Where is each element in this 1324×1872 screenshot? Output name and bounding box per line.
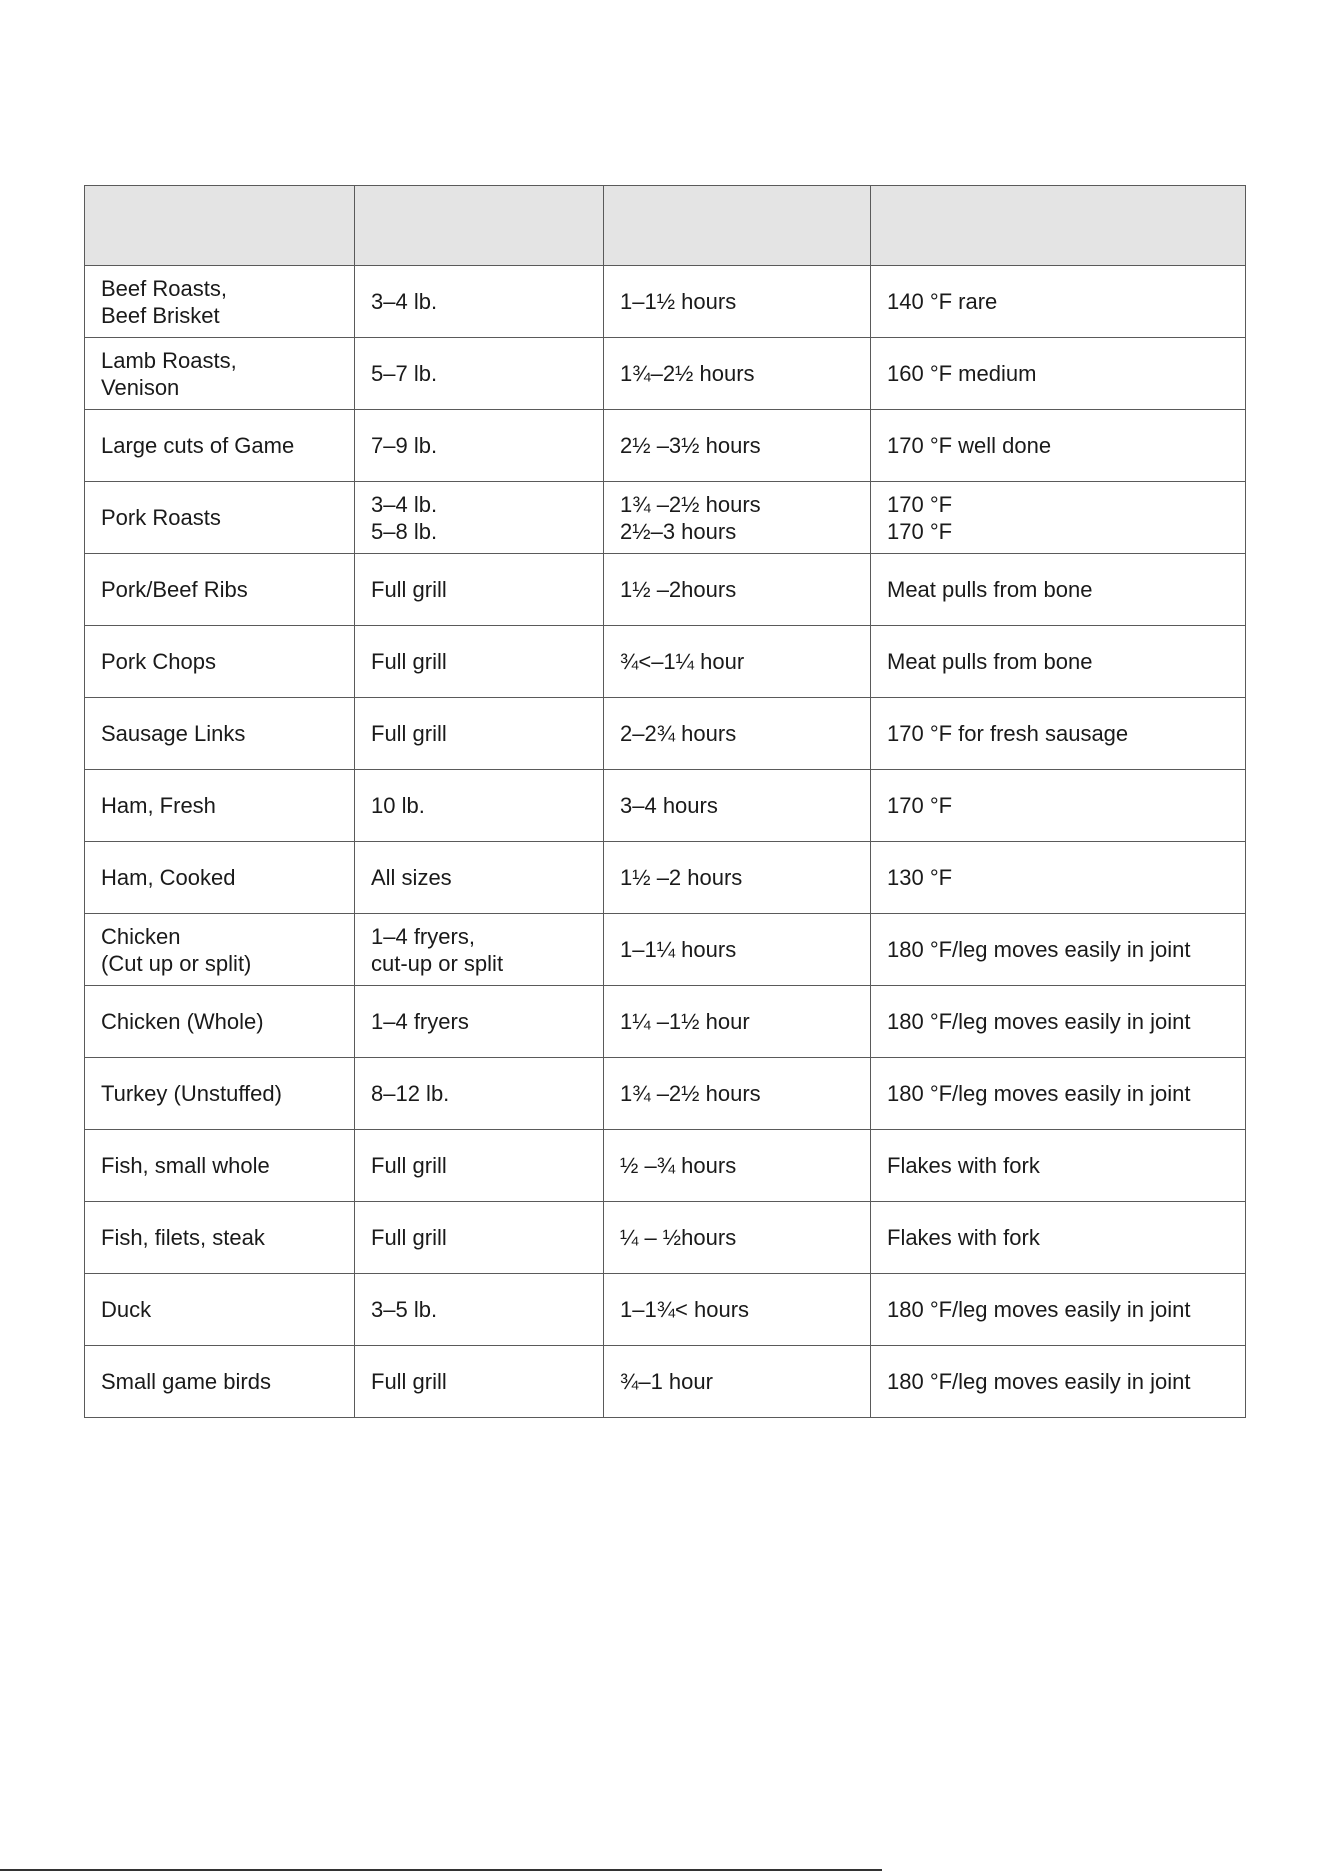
amount-cell bbox=[355, 1346, 604, 1418]
amount-cell-line: 5–8 lb. bbox=[371, 518, 438, 544]
amount-cell bbox=[355, 338, 604, 410]
table-row bbox=[85, 914, 1246, 986]
internal-temperature-cell bbox=[871, 1346, 1246, 1418]
amount-cell bbox=[355, 770, 604, 842]
cooking-time-cell bbox=[604, 842, 871, 914]
internal-temperature-cell-line: 180 °F/leg moves easily in joint bbox=[887, 1081, 1191, 1106]
table-row bbox=[85, 626, 1246, 698]
food-cell-line: Small game birds bbox=[101, 1369, 271, 1394]
amount-cell-line: cut-up or split bbox=[371, 950, 504, 976]
cooking-time-cell-line: ¼ – ½hours bbox=[620, 1225, 737, 1250]
amount-cell-line: 1–4 fryers bbox=[371, 1009, 469, 1034]
table-body bbox=[85, 266, 1246, 1418]
table-row bbox=[85, 986, 1246, 1058]
header-cell-food bbox=[85, 186, 355, 266]
table-row bbox=[85, 842, 1246, 914]
table-row bbox=[85, 410, 1246, 482]
food-cell bbox=[85, 482, 355, 554]
internal-temperature-cell-line: 140 °F rare bbox=[887, 289, 998, 314]
cooking-time-cell-line: 1¾–2½ hours bbox=[620, 361, 755, 386]
table-row bbox=[85, 338, 1246, 410]
amount-cell-line: Full grill bbox=[371, 1153, 447, 1178]
amount-cell bbox=[355, 410, 604, 482]
amount-cell-line: 7–9 lb. bbox=[371, 433, 438, 458]
table-row bbox=[85, 1058, 1246, 1130]
amount-cell bbox=[355, 1130, 604, 1202]
internal-temperature-cell-line: Flakes with fork bbox=[887, 1225, 1040, 1250]
amount-cell-line: 5–7 lb. bbox=[371, 361, 438, 386]
cooking-time-cell-line: 1¾ –2½ hours bbox=[620, 1081, 761, 1106]
food-cell bbox=[85, 1130, 355, 1202]
food-cell bbox=[85, 914, 355, 986]
food-cell-line: Beef Roasts, bbox=[101, 275, 227, 301]
amount-cell-line: Full grill bbox=[371, 1369, 447, 1394]
cooking-time-cell bbox=[604, 770, 871, 842]
food-cell bbox=[85, 1202, 355, 1274]
cooking-time-cell-line: 1–1¼ hours bbox=[620, 937, 737, 962]
food-cell-line: Large cuts of Game bbox=[101, 433, 295, 458]
amount-cell-line: 3–5 lb. bbox=[371, 1297, 438, 1322]
internal-temperature-cell bbox=[871, 1130, 1246, 1202]
internal-temperature-cell-line: 170 °F bbox=[887, 793, 953, 818]
amount-cell-line: 8–12 lb. bbox=[371, 1081, 450, 1106]
food-cell-line: Pork Roasts bbox=[101, 505, 221, 530]
amount-cell-line: 10 lb. bbox=[371, 793, 425, 818]
food-cell bbox=[85, 554, 355, 626]
amount-cell bbox=[355, 698, 604, 770]
amount-cell-line: Full grill bbox=[371, 649, 447, 674]
internal-temperature-cell-line: 180 °F/leg moves easily in joint bbox=[887, 1369, 1191, 1394]
cooking-time-cell-line: 1½ –2hours bbox=[620, 577, 737, 602]
cooking-time-cell bbox=[604, 554, 871, 626]
internal-temperature-cell-line: 180 °F/leg moves easily in joint bbox=[887, 1297, 1191, 1322]
amount-cell-line: 3–4 lb. bbox=[371, 491, 438, 517]
cooking-time-cell-line: 1¼ –1½ hour bbox=[620, 1009, 750, 1034]
internal-temperature-cell-line: 180 °F/leg moves easily in joint bbox=[887, 1009, 1191, 1034]
internal-temperature-cell bbox=[871, 842, 1246, 914]
food-cell-line: Sausage Links bbox=[101, 721, 246, 746]
food-cell bbox=[85, 1346, 355, 1418]
food-cell bbox=[85, 338, 355, 410]
amount-cell bbox=[355, 554, 604, 626]
table-row bbox=[85, 554, 1246, 626]
cooking-time-cell-line: 2½–3 hours bbox=[620, 518, 737, 544]
internal-temperature-cell bbox=[871, 626, 1246, 698]
cooking-time-cell bbox=[604, 1058, 871, 1130]
amount-cell-line: Full grill bbox=[371, 1225, 447, 1250]
table-row bbox=[85, 482, 1246, 554]
internal-temperature-cell bbox=[871, 410, 1246, 482]
cooking-time-cell-line: ½ –¾ hours bbox=[620, 1153, 737, 1178]
internal-temperature-cell-line: Meat pulls from bone bbox=[887, 577, 1093, 602]
amount-cell bbox=[355, 1202, 604, 1274]
food-cell bbox=[85, 410, 355, 482]
cooking-time-cell bbox=[604, 1274, 871, 1346]
food-cell bbox=[85, 698, 355, 770]
header-cell-time bbox=[604, 186, 871, 266]
food-cell bbox=[85, 986, 355, 1058]
internal-temperature-cell-line: 170 °F well done bbox=[887, 433, 1052, 458]
food-cell-line: Fish, small whole bbox=[101, 1153, 270, 1178]
table-row bbox=[85, 698, 1246, 770]
internal-temperature-cell bbox=[871, 266, 1246, 338]
cooking-time-cell bbox=[604, 914, 871, 986]
food-cell bbox=[85, 266, 355, 338]
internal-temperature-cell bbox=[871, 1058, 1246, 1130]
internal-temperature-cell-line: 170 °F for fresh sausage bbox=[887, 721, 1129, 746]
amount-cell-line: 1–4 fryers, bbox=[371, 923, 475, 949]
internal-temperature-cell bbox=[871, 482, 1246, 554]
internal-temperature-cell-line: 160 °F medium bbox=[887, 361, 1037, 386]
amount-cell-line: Full grill bbox=[371, 577, 447, 602]
internal-temperature-cell bbox=[871, 914, 1246, 986]
food-cell-line: Pork Chops bbox=[101, 649, 216, 674]
table-row bbox=[85, 1130, 1246, 1202]
table-header-row bbox=[85, 186, 1246, 266]
food-cell-line: Pork/Beef Ribs bbox=[101, 577, 248, 602]
header-cell-temperature bbox=[871, 186, 1246, 266]
cooking-time-cell bbox=[604, 1130, 871, 1202]
table-row bbox=[85, 1202, 1246, 1274]
food-cell bbox=[85, 770, 355, 842]
internal-temperature-cell-line: 180 °F/leg moves easily in joint bbox=[887, 937, 1191, 962]
internal-temperature-cell-line: 170 °F bbox=[887, 518, 953, 544]
amount-cell bbox=[355, 842, 604, 914]
food-cell-line: Fish, filets, steak bbox=[101, 1225, 265, 1250]
food-cell-line: Beef Brisket bbox=[101, 302, 220, 328]
cooking-time-cell-line: 1–1½ hours bbox=[620, 289, 737, 314]
page-bottom-rule bbox=[0, 1869, 882, 1871]
internal-temperature-cell-line: Meat pulls from bone bbox=[887, 649, 1093, 674]
food-cell-line: Ham, Cooked bbox=[101, 865, 236, 890]
cooking-time-cell-line: 1–1¾< hours bbox=[620, 1297, 750, 1322]
internal-temperature-cell bbox=[871, 554, 1246, 626]
internal-temperature-cell bbox=[871, 1274, 1246, 1346]
cooking-time-cell-line: 2–2¾ hours bbox=[620, 721, 737, 746]
cooking-time-cell bbox=[604, 1346, 871, 1418]
food-cell bbox=[85, 626, 355, 698]
food-cell-line: Ham, Fresh bbox=[101, 793, 216, 818]
amount-cell bbox=[355, 986, 604, 1058]
cooking-time-cell bbox=[604, 482, 871, 554]
cooking-time-cell-line: ¾<–1¼ hour bbox=[620, 649, 745, 674]
cooking-time-cell bbox=[604, 338, 871, 410]
cooking-time-cell bbox=[604, 410, 871, 482]
internal-temperature-cell-line: 130 °F bbox=[887, 865, 953, 890]
food-cell bbox=[85, 1274, 355, 1346]
amount-cell-line: Full grill bbox=[371, 721, 447, 746]
amount-cell bbox=[355, 1274, 604, 1346]
cooking-time-cell-line: 3–4 hours bbox=[620, 793, 718, 818]
internal-temperature-cell-line: 170 °F bbox=[887, 491, 953, 517]
header-cell-amount bbox=[355, 186, 604, 266]
table-row bbox=[85, 1346, 1246, 1418]
amount-cell-line: 3–4 lb. bbox=[371, 289, 438, 314]
cooking-time-cell bbox=[604, 698, 871, 770]
cooking-time-cell-line: 1¾ –2½ hours bbox=[620, 491, 761, 517]
internal-temperature-cell bbox=[871, 338, 1246, 410]
internal-temperature-cell bbox=[871, 986, 1246, 1058]
cooking-time-cell-line: 2½ –3½ hours bbox=[620, 433, 761, 458]
food-cell-line: Chicken (Whole) bbox=[101, 1009, 264, 1034]
cooking-time-cell bbox=[604, 1202, 871, 1274]
internal-temperature-cell-line: Flakes with fork bbox=[887, 1153, 1040, 1178]
food-cell-line: Venison bbox=[101, 374, 180, 400]
food-cell-line: Turkey (Unstuffed) bbox=[101, 1081, 282, 1106]
food-cell-line: Duck bbox=[101, 1297, 152, 1322]
amount-cell bbox=[355, 914, 604, 986]
amount-cell-line: All sizes bbox=[371, 865, 452, 890]
cooking-time-cell-line: ¾–1 hour bbox=[620, 1369, 713, 1394]
amount-cell bbox=[355, 1058, 604, 1130]
amount-cell bbox=[355, 266, 604, 338]
internal-temperature-cell bbox=[871, 1202, 1246, 1274]
cooking-time-cell bbox=[604, 986, 871, 1058]
food-cell-line: Chicken bbox=[101, 923, 181, 949]
cooking-time-cell-line: 1½ –2 hours bbox=[620, 865, 743, 890]
amount-cell bbox=[355, 626, 604, 698]
table-row bbox=[85, 266, 1246, 338]
cooking-time-cell bbox=[604, 626, 871, 698]
cooking-time-cell bbox=[604, 266, 871, 338]
internal-temperature-cell bbox=[871, 698, 1246, 770]
food-cell bbox=[85, 1058, 355, 1130]
food-cell-line: Lamb Roasts, bbox=[101, 347, 237, 373]
grilling-chart-table bbox=[84, 185, 1246, 1418]
table-row bbox=[85, 1274, 1246, 1346]
amount-cell bbox=[355, 482, 604, 554]
food-cell-line: (Cut up or split) bbox=[101, 950, 252, 976]
table-row bbox=[85, 770, 1246, 842]
internal-temperature-cell bbox=[871, 770, 1246, 842]
food-cell bbox=[85, 842, 355, 914]
